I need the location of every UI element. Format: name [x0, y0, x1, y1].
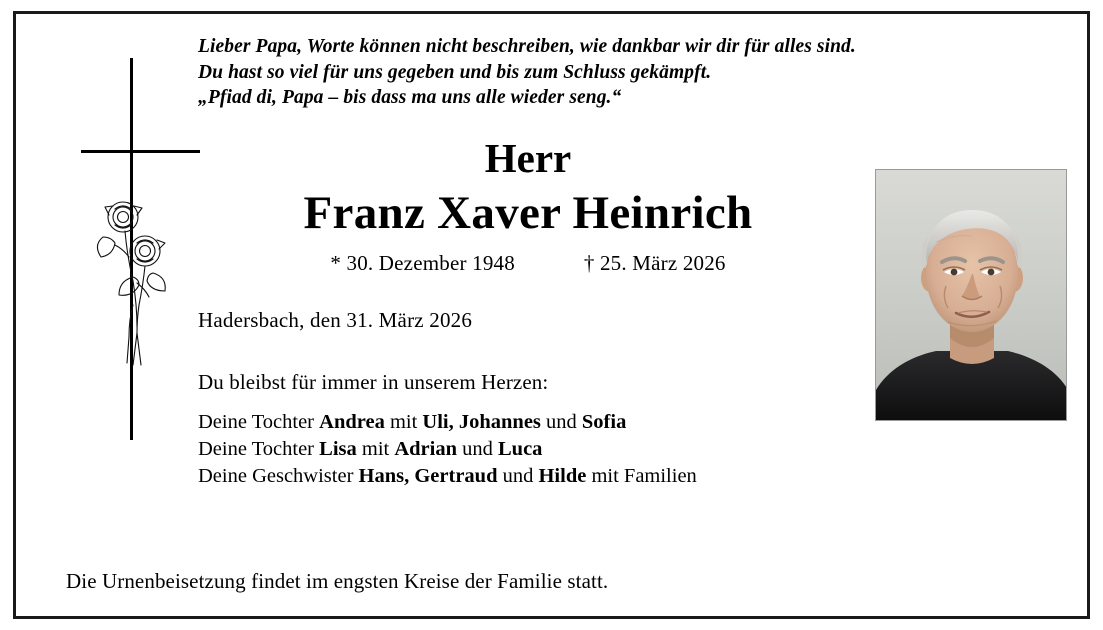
cross-horizontal-bar	[81, 150, 200, 153]
portrait-photo	[875, 169, 1067, 421]
family-text: mit	[384, 410, 423, 433]
life-dates	[198, 251, 858, 276]
verse-line-3: „Pfiad di, Papa – bis dass ma uns alle wieder seng.“	[198, 87, 622, 108]
cross-with-roses-emblem	[48, 40, 168, 440]
name-block	[198, 133, 858, 276]
family-text: mit Familien	[586, 464, 697, 487]
family-name: Hans, Gertraud	[358, 464, 498, 487]
verse-line-1: Lieber Papa, Worte können nicht beschreiben, wie dankbar wir dir für alles sind.	[198, 36, 856, 57]
family-name: Luca	[498, 437, 543, 460]
family-name: Adrian	[394, 437, 457, 460]
family-line	[198, 463, 858, 490]
family-text: mit	[356, 437, 395, 460]
verse-line-2: Du hast so viel für uns gegeben und bis zum Schluss gekämpft.	[198, 61, 712, 83]
place-and-date: Hadersbach, den 31. März 2026	[198, 307, 473, 332]
roses-icon	[93, 185, 178, 370]
honorific: Herr	[484, 134, 572, 181]
deceased-full-name: Franz Xaver Heinrich	[303, 186, 753, 239]
family-text: und	[540, 410, 582, 433]
family-name: Hilde	[538, 464, 587, 487]
closing-note: Die Urnenbeisetzung findet im engsten Kreise der Familie statt.	[66, 569, 609, 593]
family-text: und	[457, 437, 498, 460]
verse-block	[198, 34, 858, 111]
family-line	[198, 436, 858, 463]
family-name: Sofia	[581, 410, 627, 433]
family-text: Deine Tochter	[198, 410, 320, 433]
family-list	[198, 409, 858, 490]
birth-date: * 30. Dezember 1948	[330, 250, 515, 275]
family-line	[198, 409, 858, 436]
family-text: Deine Tochter	[198, 437, 320, 460]
notice-body	[16, 14, 1087, 616]
family-text: und	[497, 464, 539, 487]
family-name: Andrea	[319, 410, 385, 433]
family-name: Uli, Johannes	[422, 410, 541, 433]
death-date: † 25. März 2026	[583, 250, 726, 275]
memory-line: Du bleibst für immer in unserem Herzen:	[198, 369, 549, 394]
family-text: Deine Geschwister	[198, 464, 359, 487]
family-name: Lisa	[319, 437, 357, 460]
notice-text-column	[198, 34, 858, 490]
